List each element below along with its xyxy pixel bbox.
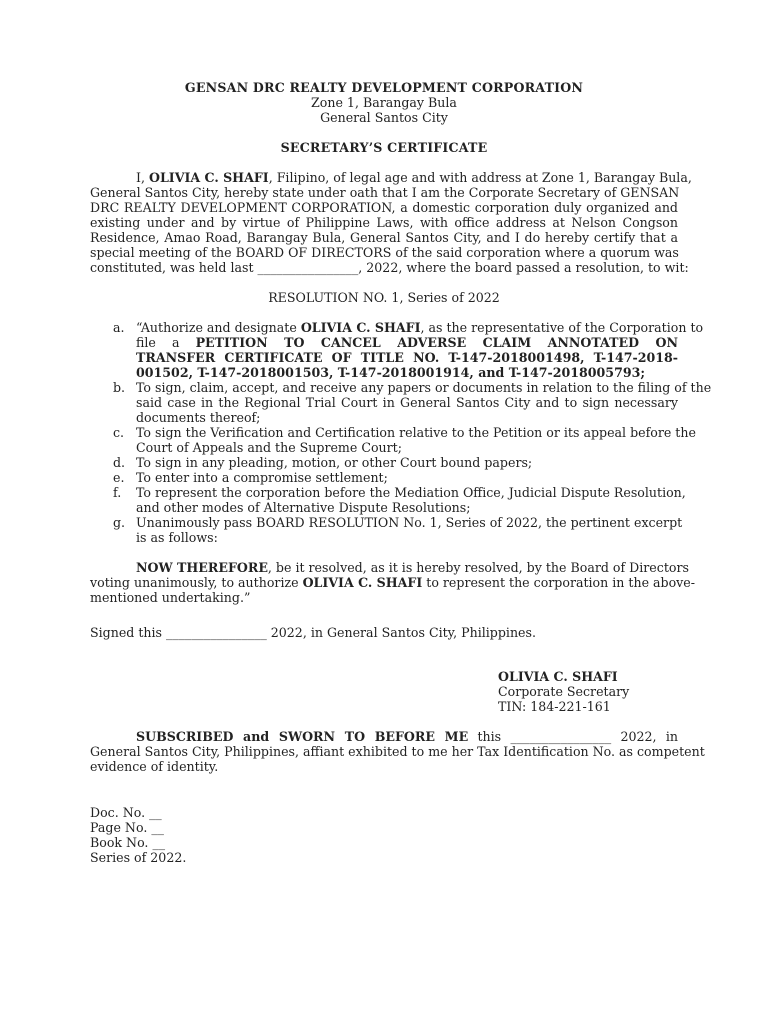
now-therefore-line-1: NOW THEREFORE, be it resolved, as it is hereby resolved, by the Board of Directors	[136, 560, 689, 575]
page-no: Page No. __	[90, 820, 164, 835]
series-no: Series of 2022.	[90, 850, 187, 865]
item-b-line-3: documents thereof;	[136, 410, 261, 425]
item-a-line-3: TRANSFER CERTIFICATE OF TITLE NO. T-147-2018001498, T-147-2018-	[136, 350, 678, 365]
item-e-line-1: To enter into a compromise settlement;	[136, 470, 388, 485]
company-name: GENSAN DRC REALTY DEVELOPMENT CORPORATION	[184, 80, 584, 95]
document-title: SECRETARY’S CERTIFICATE	[280, 140, 488, 155]
now-therefore-line-2: voting unanimously, to authorize OLIVIA C. SHAFI to represent the corporation in the above-	[90, 575, 695, 590]
item-b-label: b.	[113, 380, 126, 395]
item-d-label: d.	[113, 455, 126, 470]
book-no: Book No. __	[90, 835, 166, 850]
item-a-line-2: file a PETITION TO CANCEL ADVERSE CLAIM ANNOTATED ON	[136, 335, 678, 350]
item-g-line-1: Unanimously pass BOARD RESOLUTION No. 1, Series of 2022, the pertinent excerpt	[136, 515, 683, 530]
jurat-line-2: General Santos City, Philippines, affiant exhibited to me her Tax Identification No. as competent	[90, 744, 705, 759]
intro-line-2: General Santos City, hereby state under oath that I am the Corporate Secretary of GENSAN	[90, 185, 680, 200]
item-c-label: c.	[113, 425, 125, 440]
item-c-line-2: Court of Appeals and the Supreme Court;	[136, 440, 402, 455]
item-a-line-4: 001502, T-147-2018001503, T-147-2018001914, and T-147-2018005793;	[136, 365, 646, 380]
item-e-label: e.	[113, 470, 125, 485]
jurat-line-3: evidence of identity.	[90, 759, 219, 774]
item-f-line-2: and other modes of Alternative Dispute Resolutions;	[136, 500, 471, 515]
item-f-line-1: To represent the corporation before the Mediation Office, Judicial Dispute Resolution,	[136, 485, 686, 500]
intro-line-1: I, OLIVIA C. SHAFI, Filipino, of legal age and with address at Zone 1, Barangay Bula,	[136, 170, 692, 185]
resolution-title: RESOLUTION NO. 1, Series of 2022	[268, 290, 500, 305]
item-b-line-1: To sign, claim, accept, and receive any papers or documents in relation to the filing of the	[136, 380, 712, 395]
doc-no: Doc. No. __	[90, 805, 162, 820]
item-f-label: f.	[113, 485, 122, 500]
item-g-label: g.	[113, 515, 126, 530]
intro-line-3: DRC REALTY DEVELOPMENT CORPORATION, a domestic corporation duly organized and	[90, 200, 678, 215]
now-therefore-line-3: mentioned undertaking.”	[90, 590, 251, 605]
signed-line: Signed this ________________ 2022, in General Santos City, Philippines.	[90, 625, 536, 640]
item-a-line-1: “Authorize and designate OLIVIA C. SHAFI, as the representative of the Corporation to	[136, 320, 704, 335]
item-b-line-2: said case in the Regional Trial Court in General Santos City and to sign necessary	[136, 395, 678, 410]
signatory-name: OLIVIA C. SHAFI	[498, 669, 618, 684]
item-a-label: a.	[113, 320, 125, 335]
item-c-line-1: To sign the Verification and Certification relative to the Petition or its appeal before the	[136, 425, 696, 440]
company-address-line2: General Santos City	[320, 110, 448, 125]
intro-line-4: existing under and by virtue of Philippine Laws, with office address at Nelson Congson	[90, 215, 678, 230]
jurat-line-1: SUBSCRIBED and SWORN TO BEFORE ME this ________________ 2022, in	[136, 729, 678, 744]
item-d-line-1: To sign in any pleading, motion, or other Court bound papers;	[136, 455, 533, 470]
intro-line-6: special meeting of the BOARD OF DIRECTORS of the said corporation where a quorum was	[90, 245, 679, 260]
signatory-tin: TIN: 184-221-161	[498, 699, 611, 714]
item-g-line-2: is as follows:	[136, 530, 218, 545]
intro-line-7: constituted, was held last ________________, 2022, where the board passed a resolution, to wit:	[90, 260, 689, 275]
signatory-position: Corporate Secretary	[498, 684, 630, 699]
intro-line-5: Residence, Amao Road, Barangay Bula, General Santos City, and I do hereby certify that a	[90, 230, 678, 245]
company-address-line1: Zone 1, Barangay Bula	[311, 95, 457, 110]
